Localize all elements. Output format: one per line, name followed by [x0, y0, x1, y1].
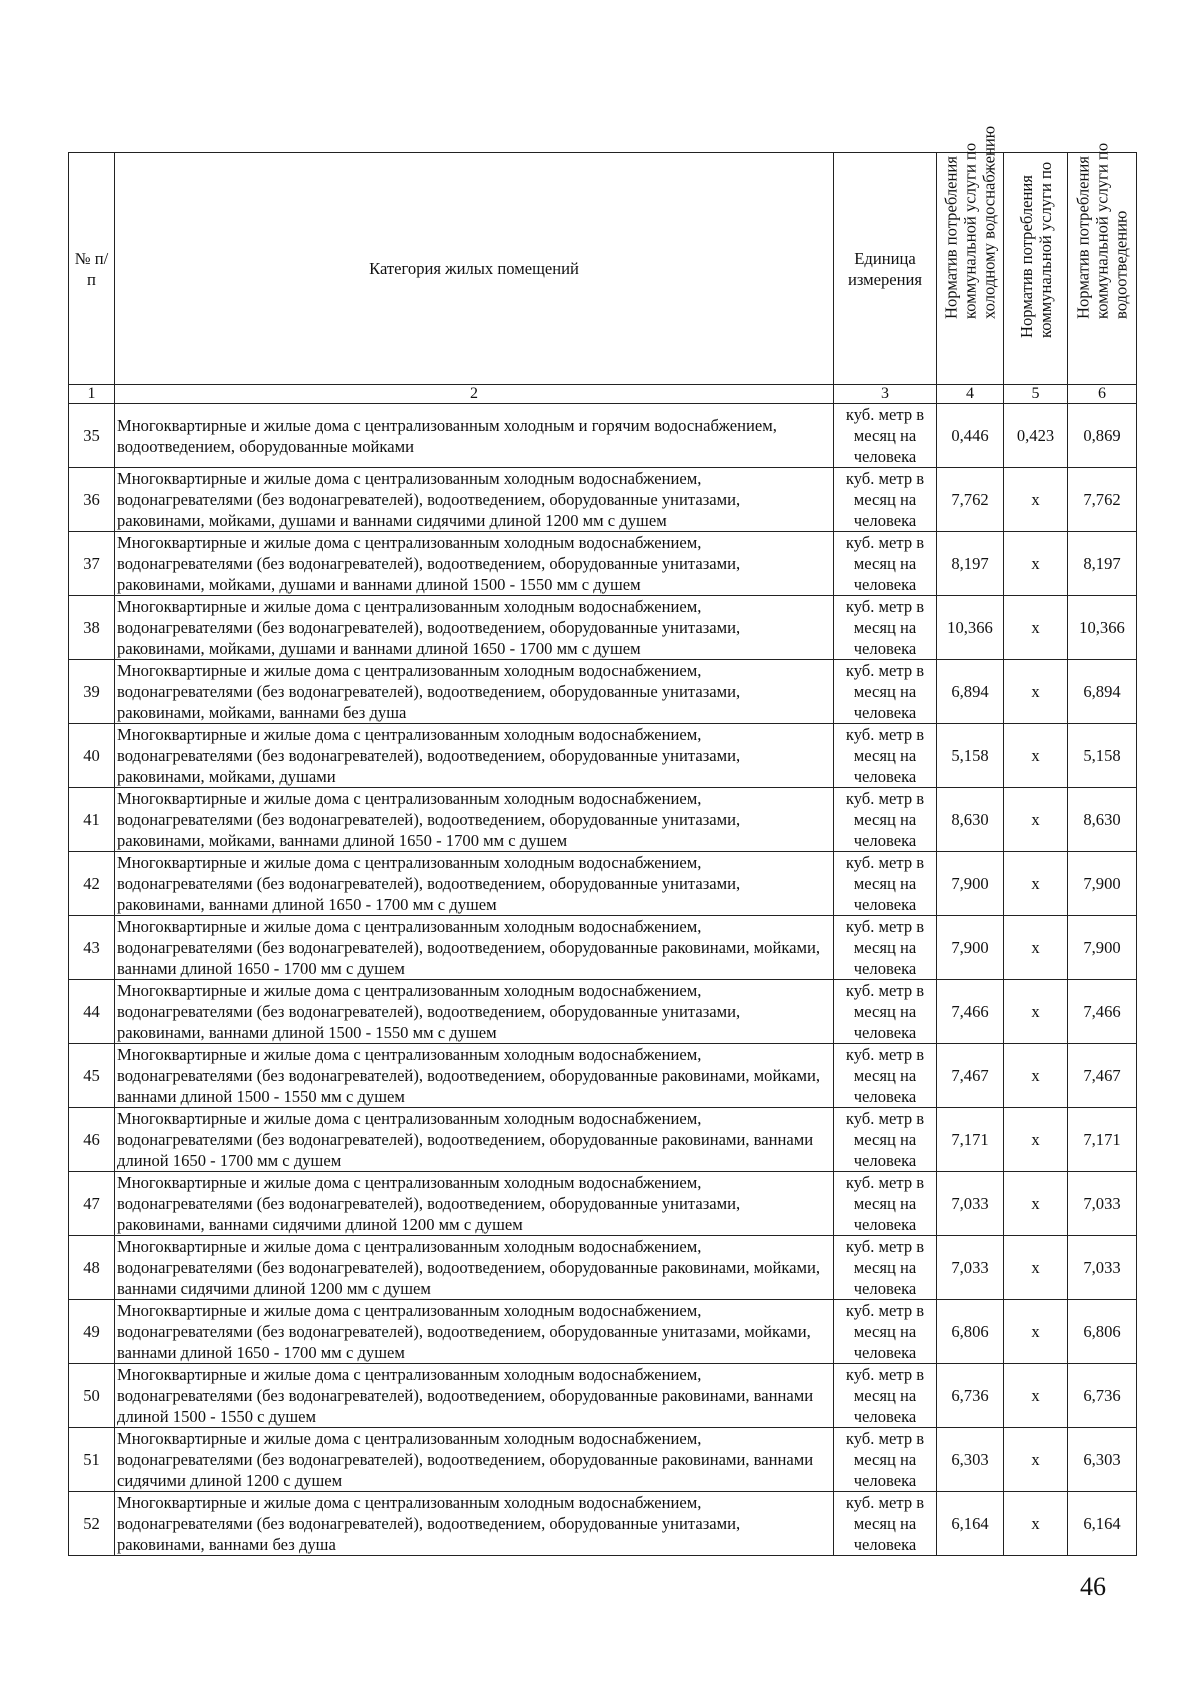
- row-drainage-value: 8,197: [1068, 532, 1137, 596]
- row-category: Многоквартирные и жилые дома с централизованным холодным водоснабжением, водонагревателями (без водонагревателей), водоотведением, оборудованные раковинами, мойками, ваннами длиной 1650 - 1700 мм с душем: [115, 916, 834, 980]
- table-body: [69, 404, 1137, 1556]
- row-number: 40: [69, 724, 115, 788]
- row-unit: куб. метр в месяц на человека: [834, 916, 937, 980]
- row-hot-water-value: х: [1004, 724, 1068, 788]
- row-hot-water-value: х: [1004, 1172, 1068, 1236]
- row-category: Многоквартирные и жилые дома с централизованным холодным водоснабжением, водонагревателями (без водонагревателей), водоотведением, оборудованные раковинами, ваннами длиной 1500 - 1550 с душем: [115, 1364, 834, 1428]
- row-cold-water-value: 7,033: [937, 1236, 1004, 1300]
- row-hot-water-value: х: [1004, 1492, 1068, 1556]
- table-row: [69, 660, 1137, 724]
- row-hot-water-value: х: [1004, 1108, 1068, 1172]
- row-category: Многоквартирные и жилые дома с централизованным холодным водоснабжением, водонагревателями (без водонагревателей), водоотведением, оборудованные унитазами, раковинами, мойками, душами: [115, 724, 834, 788]
- row-category: Многоквартирные и жилые дома с централизованным холодным водоснабжением, водонагревателями (без водонагревателей), водоотведением, оборудованные унитазами, мойками, ваннами длиной 1650 - 1700 мм с душем: [115, 1300, 834, 1364]
- row-hot-water-value: х: [1004, 468, 1068, 532]
- row-number: 38: [69, 596, 115, 660]
- row-category: Многоквартирные и жилые дома с централизованным холодным и горячим водоснабжением, водоотведением, оборудованные мойками: [115, 404, 834, 468]
- row-drainage-value: 7,033: [1068, 1172, 1137, 1236]
- table-row: [69, 1492, 1137, 1556]
- row-category: Многоквартирные и жилые дома с централизованным холодным водоснабжением, водонагревателями (без водонагревателей), водоотведением, оборудованные унитазами, раковинами, мойками, душами и ваннами длиной 1500 - 1550 мм с душем: [115, 532, 834, 596]
- row-number: 42: [69, 852, 115, 916]
- row-drainage-value: 0,869: [1068, 404, 1137, 468]
- row-number: 35: [69, 404, 115, 468]
- row-unit: куб. метр в месяц на человека: [834, 852, 937, 916]
- row-number: 47: [69, 1172, 115, 1236]
- row-unit: куб. метр в месяц на человека: [834, 468, 937, 532]
- consumption-norms-table: [68, 125, 1137, 1556]
- table-row: [69, 980, 1137, 1044]
- header-cold-water-norm: [937, 125, 1004, 385]
- column-number: 4: [937, 385, 1004, 404]
- row-number: 36: [69, 468, 115, 532]
- row-cold-water-value: 6,806: [937, 1300, 1004, 1364]
- row-hot-water-value: 0,423: [1004, 404, 1068, 468]
- table-row: [69, 1300, 1137, 1364]
- table-row: [69, 916, 1137, 980]
- header-drainage-norm: [1068, 142, 1137, 385]
- row-cold-water-value: 0,446: [937, 404, 1004, 468]
- table-row: [69, 724, 1137, 788]
- row-category: Многоквартирные и жилые дома с централизованным холодным водоснабжением, водонагревателями (без водонагревателей), водоотведением, оборудованные унитазами, раковинами, ваннами длиной 1650 - 1700 мм с душем: [115, 852, 834, 916]
- row-unit: куб. метр в месяц на человека: [834, 980, 937, 1044]
- row-hot-water-value: х: [1004, 596, 1068, 660]
- table-row: [69, 1044, 1137, 1108]
- row-number: 46: [69, 1108, 115, 1172]
- row-hot-water-value: х: [1004, 1300, 1068, 1364]
- row-cold-water-value: 7,171: [937, 1108, 1004, 1172]
- row-drainage-value: 6,894: [1068, 660, 1137, 724]
- column-number: 2: [115, 385, 834, 404]
- row-drainage-value: 7,171: [1068, 1108, 1137, 1172]
- row-hot-water-value: х: [1004, 916, 1068, 980]
- header-unit: Единица измерения: [834, 153, 937, 385]
- row-category: Многоквартирные и жилые дома с централизованным холодным водоснабжением, водонагревателями (без водонагревателей), водоотведением, оборудованные раковинами, мойками, ваннами длиной 1500 - 1550 мм с душем: [115, 1044, 834, 1108]
- row-number: 39: [69, 660, 115, 724]
- row-cold-water-value: 6,164: [937, 1492, 1004, 1556]
- row-unit: куб. метр в месяц на человека: [834, 404, 937, 468]
- row-hot-water-value: х: [1004, 1364, 1068, 1428]
- header-number: № п/п: [69, 153, 115, 385]
- row-cold-water-value: 6,894: [937, 660, 1004, 724]
- table-row: [69, 1236, 1137, 1300]
- row-category: Многоквартирные и жилые дома с централизованным холодным водоснабжением, водонагревателями (без водонагревателей), водоотведением, оборудованные унитазами, раковинами, мойками, ваннами без душа: [115, 660, 834, 724]
- row-unit: куб. метр в месяц на человека: [834, 1428, 937, 1492]
- table-header-row: [69, 153, 1137, 385]
- row-number: 44: [69, 980, 115, 1044]
- row-drainage-value: 6,736: [1068, 1364, 1137, 1428]
- row-drainage-value: 6,164: [1068, 1492, 1137, 1556]
- row-number: 45: [69, 1044, 115, 1108]
- row-drainage-value: 7,900: [1068, 852, 1137, 916]
- column-number: 5: [1004, 385, 1068, 404]
- table-row: [69, 1428, 1137, 1492]
- row-hot-water-value: х: [1004, 788, 1068, 852]
- row-number: 52: [69, 1492, 115, 1556]
- row-drainage-value: 10,366: [1068, 596, 1137, 660]
- row-category: Многоквартирные и жилые дома с централизованным холодным водоснабжением, водонагревателями (без водонагревателей), водоотведением, оборудованные раковинами, ваннами длиной 1650 - 1700 мм с душем: [115, 1108, 834, 1172]
- row-hot-water-value: х: [1004, 660, 1068, 724]
- row-drainage-value: 6,806: [1068, 1300, 1137, 1364]
- row-category: Многоквартирные и жилые дома с централизованным холодным водоснабжением, водонагревателями (без водонагревателей), водоотведением, оборудованные унитазами, раковинами, мойками, душами и ваннами сидячими длиной 1200 мм с душем: [115, 468, 834, 532]
- row-unit: куб. метр в месяц на человека: [834, 788, 937, 852]
- table-row: [69, 1108, 1137, 1172]
- header-drainage-text: Норматив потребления коммунальной услуги по водоотведению: [1073, 142, 1131, 319]
- table-row: [69, 532, 1137, 596]
- row-drainage-value: 7,467: [1068, 1044, 1137, 1108]
- row-category: Многоквартирные и жилые дома с централизованным холодным водоснабжением, водонагревателями (без водонагревателей), водоотведением, оборудованные унитазами, раковинами, ваннами длиной 1500 - 1550 мм с душем: [115, 980, 834, 1044]
- row-cold-water-value: 8,197: [937, 532, 1004, 596]
- row-unit: куб. метр в месяц на человека: [834, 596, 937, 660]
- row-drainage-value: 6,303: [1068, 1428, 1137, 1492]
- row-drainage-value: 7,762: [1068, 468, 1137, 532]
- header-hot-water-norm: [1004, 153, 1068, 385]
- row-drainage-value: 8,630: [1068, 788, 1137, 852]
- header-cold-water-text: Норматив потребления коммунальной услуги по холодному водоснабжению: [941, 125, 999, 319]
- row-unit: куб. метр в месяц на человека: [834, 1108, 937, 1172]
- column-number: 3: [834, 385, 937, 404]
- row-category: Многоквартирные и жилые дома с централизованным холодным водоснабжением, водонагревателями (без водонагревателей), водоотведением, оборудованные унитазами, раковинами, мойками, душами и ваннами длиной 1650 - 1700 мм с душем: [115, 596, 834, 660]
- row-unit: куб. метр в месяц на человека: [834, 532, 937, 596]
- row-hot-water-value: х: [1004, 532, 1068, 596]
- row-unit: куб. метр в месяц на человека: [834, 1364, 937, 1428]
- row-hot-water-value: х: [1004, 1236, 1068, 1300]
- row-hot-water-value: х: [1004, 1428, 1068, 1492]
- page-number: 46: [1080, 1572, 1106, 1601]
- header-category: Категория жилых помещений: [115, 153, 834, 385]
- column-number: 1: [69, 385, 115, 404]
- table-row: [69, 788, 1137, 852]
- column-number-row: [69, 385, 1137, 404]
- row-cold-water-value: 10,366: [937, 596, 1004, 660]
- table-row: [69, 1172, 1137, 1236]
- row-cold-water-value: 7,762: [937, 468, 1004, 532]
- row-category: Многоквартирные и жилые дома с централизованным холодным водоснабжением, водонагревателями (без водонагревателей), водоотведением, оборудованные унитазами, раковинами, мойками, ваннами длиной 1650 - 1700 мм с душем: [115, 788, 834, 852]
- row-unit: куб. метр в месяц на человека: [834, 1236, 937, 1300]
- table-row: [69, 468, 1137, 532]
- row-drainage-value: 7,033: [1068, 1236, 1137, 1300]
- row-unit: куб. метр в месяц на человека: [834, 660, 937, 724]
- table-row: [69, 404, 1137, 468]
- row-category: Многоквартирные и жилые дома с централизованным холодным водоснабжением, водонагревателями (без водонагревателей), водоотведением, оборудованные унитазами, раковинами, ваннами сидячими длиной 1200 мм с душем: [115, 1172, 834, 1236]
- row-number: 48: [69, 1236, 115, 1300]
- table-row: [69, 596, 1137, 660]
- row-number: 51: [69, 1428, 115, 1492]
- row-cold-water-value: 7,900: [937, 852, 1004, 916]
- table-row: [69, 1364, 1137, 1428]
- row-unit: куб. метр в месяц на человека: [834, 1492, 937, 1556]
- row-category: Многоквартирные и жилые дома с централизованным холодным водоснабжением, водонагревателями (без водонагревателей), водоотведением, оборудованные раковинами, ваннами сидячими длиной 1200 с душем: [115, 1428, 834, 1492]
- row-cold-water-value: 7,900: [937, 916, 1004, 980]
- row-cold-water-value: 6,736: [937, 1364, 1004, 1428]
- row-hot-water-value: х: [1004, 980, 1068, 1044]
- row-category: Многоквартирные и жилые дома с централизованным холодным водоснабжением, водонагревателями (без водонагревателей), водоотведением, оборудованные раковинами, мойками, ваннами сидячими длиной 1200 мм с душем: [115, 1236, 834, 1300]
- row-drainage-value: 5,158: [1068, 724, 1137, 788]
- row-drainage-value: 7,900: [1068, 916, 1137, 980]
- header-hot-water-text: Норматив потребления коммунальной услуги по: [1016, 161, 1055, 338]
- row-cold-water-value: 7,467: [937, 1044, 1004, 1108]
- row-number: 41: [69, 788, 115, 852]
- row-number: 37: [69, 532, 115, 596]
- row-unit: куб. метр в месяц на человека: [834, 724, 937, 788]
- row-drainage-value: 7,466: [1068, 980, 1137, 1044]
- row-unit: куб. метр в месяц на человека: [834, 1172, 937, 1236]
- row-cold-water-value: 5,158: [937, 724, 1004, 788]
- row-cold-water-value: 6,303: [937, 1428, 1004, 1492]
- row-hot-water-value: х: [1004, 852, 1068, 916]
- row-cold-water-value: 7,466: [937, 980, 1004, 1044]
- row-category: Многоквартирные и жилые дома с централизованным холодным водоснабжением, водонагревателями (без водонагревателей), водоотведением, оборудованные унитазами, раковинами, ваннами без душа: [115, 1492, 834, 1556]
- table-row: [69, 852, 1137, 916]
- row-unit: куб. метр в месяц на человека: [834, 1300, 937, 1364]
- row-cold-water-value: 8,630: [937, 788, 1004, 852]
- row-number: 49: [69, 1300, 115, 1364]
- row-hot-water-value: х: [1004, 1044, 1068, 1108]
- row-cold-water-value: 7,033: [937, 1172, 1004, 1236]
- row-number: 43: [69, 916, 115, 980]
- column-number: 6: [1068, 385, 1137, 404]
- row-unit: куб. метр в месяц на человека: [834, 1044, 937, 1108]
- row-number: 50: [69, 1364, 115, 1428]
